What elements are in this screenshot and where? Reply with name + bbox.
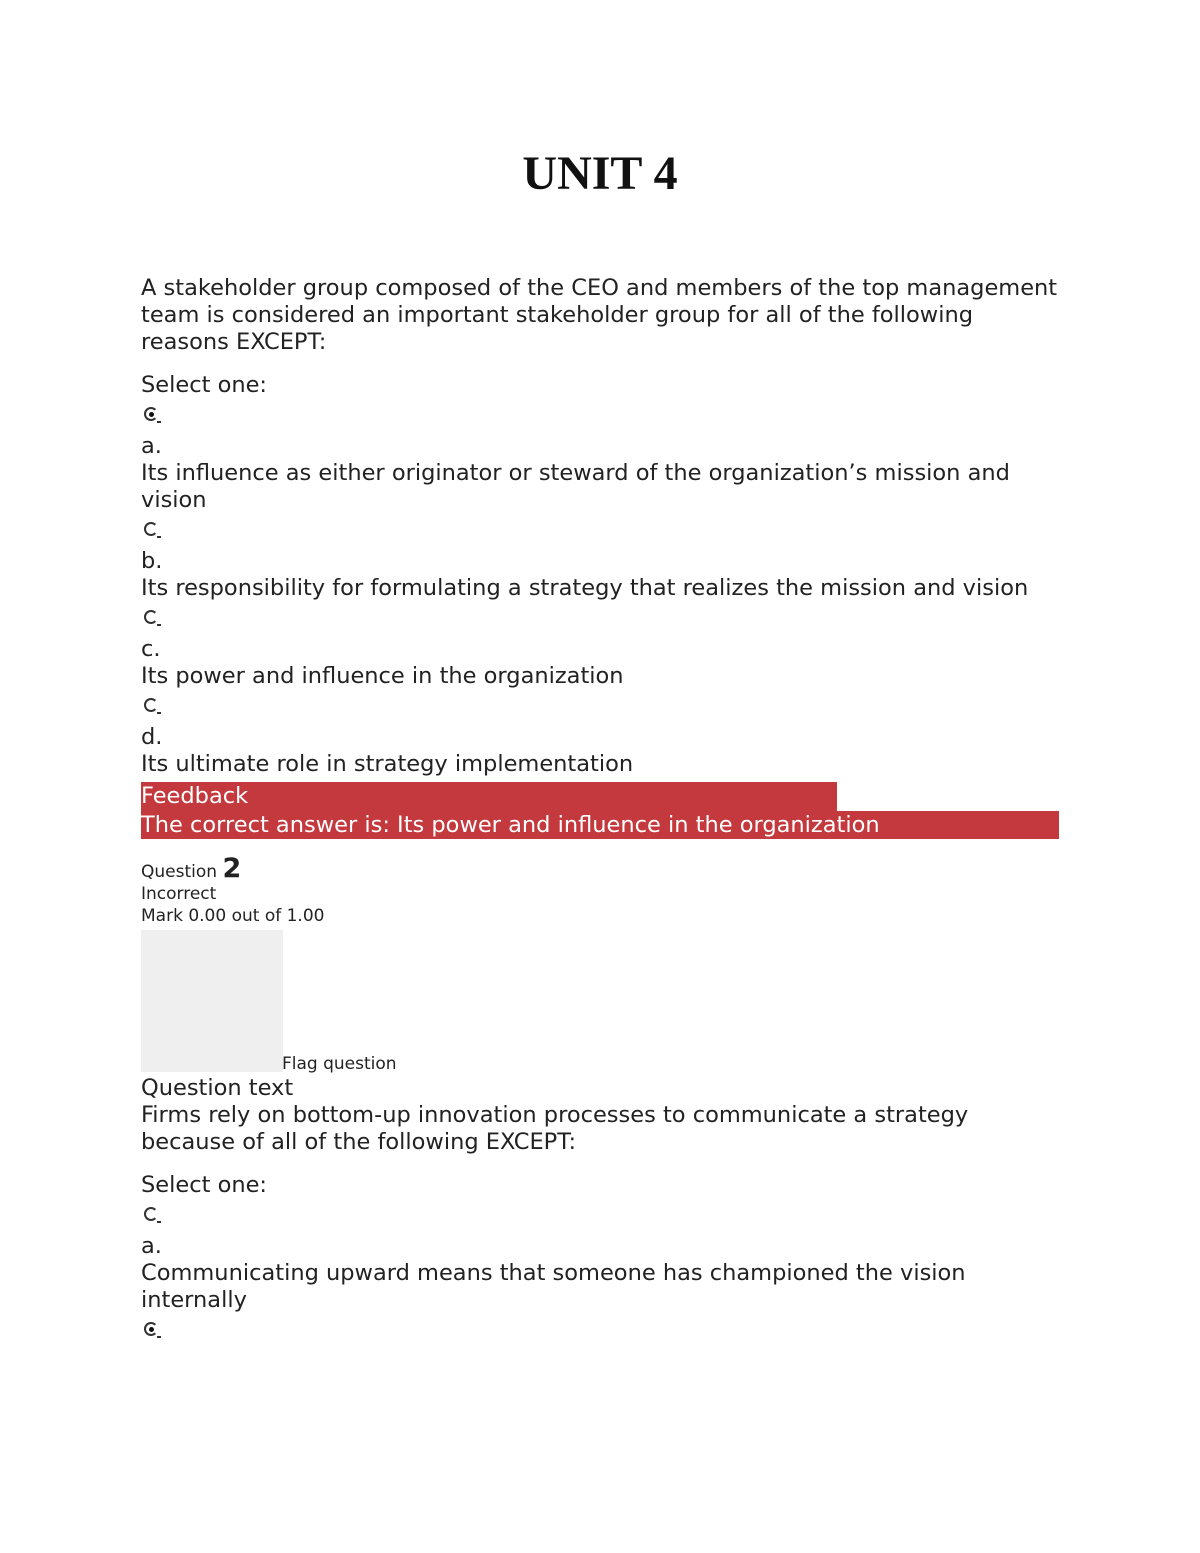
page-title: UNIT 4 (522, 147, 678, 200)
quiz-content (141, 275, 1061, 1348)
option-letter: a. (141, 1233, 162, 1259)
option-text: Its power and influence in the organization (141, 663, 624, 689)
option-a-radio-row (141, 399, 1061, 433)
question-number-line (141, 853, 1061, 884)
select-one-label: Select one: (141, 1172, 268, 1198)
option-b-radio-row (141, 1314, 1061, 1348)
option-d-radio-row (141, 690, 1061, 724)
flag-question-link[interactable]: Flag question (282, 1054, 397, 1074)
radio-selected-icon[interactable] (144, 407, 158, 421)
option-text: Its influence as either originator or steward of the organization’s mission and vision (141, 460, 1010, 513)
option-b-radio-row (141, 514, 1061, 548)
question-status: Incorrect (141, 884, 217, 904)
select-one-label: Select one: (141, 372, 268, 398)
option-text: Communicating upward means that someone has championed the vision internally (141, 1260, 966, 1313)
question-text-heading: Question text (141, 1075, 294, 1101)
option-letter: d. (141, 724, 163, 750)
option-letter: a. (141, 433, 162, 459)
question-label: Question (141, 862, 218, 882)
radio-icon[interactable] (144, 522, 158, 536)
radio-icon[interactable] (144, 1207, 158, 1221)
flag-image-placeholder[interactable] (141, 930, 283, 1072)
radio-icon[interactable] (144, 698, 158, 712)
radio-selected-icon[interactable] (144, 1322, 158, 1336)
feedback-label: Feedback (141, 782, 837, 811)
option-letter: c. (141, 636, 161, 662)
question-number: 2 (222, 853, 242, 884)
flag-area (141, 930, 1061, 1075)
feedback-correct-answer: The correct answer is: Its power and influence in the organization (141, 811, 1059, 839)
option-a-radio-row (141, 1199, 1061, 1233)
option-text: Its ultimate role in strategy implementation (141, 751, 634, 777)
option-letter: b. (141, 548, 163, 574)
question-mark: Mark 0.00 out of 1.00 (141, 906, 325, 926)
radio-icon[interactable] (144, 610, 158, 624)
option-text: Its responsibility for formulating a strategy that realizes the mission and vision (141, 575, 1029, 601)
question-2-text: Firms rely on bottom-up innovation processes to communicate a strategy because of all of the following EXCEPT: (141, 1102, 969, 1155)
question-1-text: A stakeholder group composed of the CEO and members of the top management team is considered an important stakeholder group for all of the following reasons EXCEPT: (141, 275, 1058, 355)
question-2-info (141, 853, 1061, 927)
option-c-radio-row (141, 602, 1061, 636)
feedback-box (141, 782, 1061, 840)
